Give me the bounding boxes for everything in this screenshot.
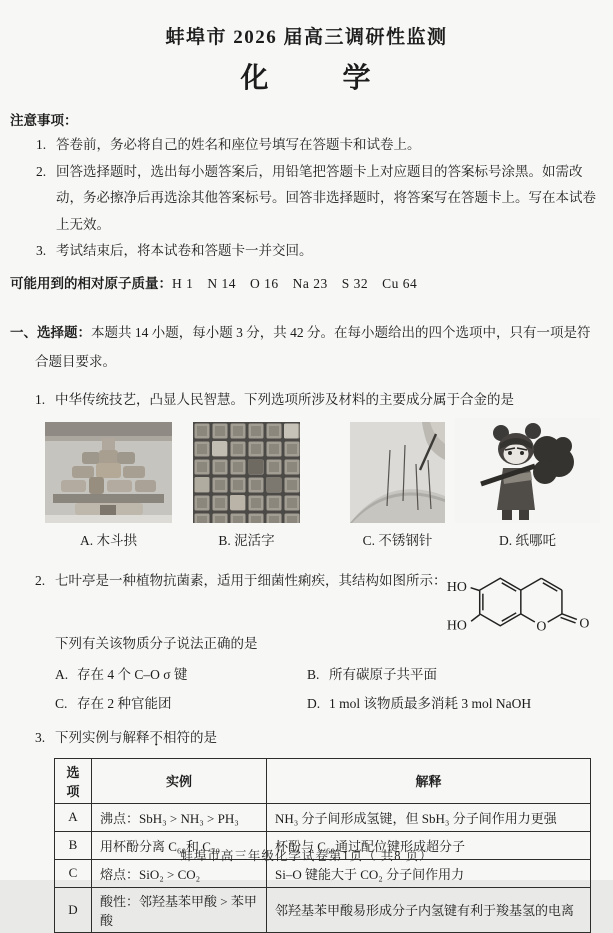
page-footer: 蚌埠市高三年级化学试卷第1页（ 共8 页） bbox=[180, 849, 433, 863]
question-1-number: 1. bbox=[35, 391, 46, 407]
subject-title: 化 学 bbox=[240, 63, 373, 94]
notice-item-1-number: 1. bbox=[36, 137, 47, 152]
section-1-heading-lead: 一、选择题： bbox=[10, 324, 91, 340]
clay-movable-type-photo bbox=[193, 422, 300, 523]
table-row-c-example: 熔点：SiO₂ > CO₂ bbox=[92, 859, 267, 887]
question-1-option-c-label: C. 不锈钢针 bbox=[362, 532, 433, 548]
question-2 bbox=[0, 570, 613, 714]
table-row-d-example: 酸性：邻羟基苯甲酸 > 苯甲酸 bbox=[92, 887, 267, 932]
question-1-option-a-figure bbox=[45, 422, 172, 549]
structure-carbonyl-o-label: O bbox=[579, 615, 590, 631]
notice-heading: 注意事项： bbox=[10, 113, 78, 128]
question-1-option-c-figure bbox=[350, 422, 445, 549]
question-2-option-c-text: 存在 2 种官能团 bbox=[77, 695, 172, 711]
table-row-a-explanation: NH₃ 分子间形成氢键，但 SbH₃ 分子间作用力更强 bbox=[267, 803, 591, 831]
question-1-option-b-figure bbox=[193, 422, 300, 549]
question-2-option-a-letter: A. bbox=[55, 666, 69, 682]
question-1-option-d-figure bbox=[455, 418, 600, 549]
table-row-a-option: A bbox=[55, 803, 92, 831]
notice-item-3-number: 3. bbox=[36, 243, 47, 258]
question-2-option-c-letter: C. bbox=[55, 695, 68, 711]
notice-list bbox=[36, 132, 599, 265]
section-1-heading bbox=[10, 318, 603, 376]
question-1-stem bbox=[35, 389, 603, 410]
structure-ho-bottom-label: HO bbox=[446, 617, 467, 633]
question-2-option-a-text: 存在 4 个 C–O σ 键 bbox=[77, 666, 188, 682]
structure-ring-o-label: O bbox=[536, 618, 547, 634]
question-1-option-b-label: B. 泥活字 bbox=[218, 532, 275, 548]
question-1-option-d-label: D. 纸哪吒 bbox=[499, 532, 556, 548]
question-3-text-after: 相符的是 bbox=[163, 729, 217, 745]
table-row-c-explanation: Si–O 键能大于 CO₂ 分子间作用力 bbox=[267, 859, 591, 887]
notice-item-3 bbox=[36, 238, 599, 265]
wooden-dougong-photo bbox=[45, 422, 172, 523]
table-row-a-example: 沸点：SbH₃ > NH₃ > PH₃ bbox=[92, 803, 267, 831]
question-2-option-a bbox=[55, 665, 307, 685]
question-3-number: 3. bbox=[35, 729, 46, 745]
question-1 bbox=[0, 389, 613, 549]
section-1-heading-rest: 本题共 14 小题，每小题 3 分，共 42 分。在每小题给出的四个选项中，只有一项是符合题目要求。 bbox=[35, 324, 591, 369]
question-3 bbox=[0, 727, 613, 933]
table-row-c-option: C bbox=[55, 859, 92, 887]
question-3-text-before: 下列实例与解释 bbox=[55, 729, 150, 745]
question-2-prompt: 下列有关该物质分子说法正确的是 bbox=[55, 635, 258, 651]
atomic-masses-values: H 1 N 14 O 16 Na 23 S 32 Cu 64 bbox=[172, 275, 418, 291]
question-2-option-d-letter: D. bbox=[307, 695, 321, 711]
question-2-number: 2. bbox=[35, 572, 46, 588]
table-row-d bbox=[55, 887, 591, 932]
table-header-option: 选项 bbox=[55, 758, 92, 803]
notice-item-2-text: 回答选择题时，选出每小题答案后，用铅笔把答题卡上对应题目的答案标号涂黑。如需改动，务必擦净后再选涂其他答案标号。回答非选择题时，将答案写在答题卡上。写在本试卷上无效。 bbox=[56, 163, 596, 232]
exam-title: 蚌埠市 2026 届高三调研性监测 bbox=[165, 27, 448, 48]
table-header-example: 实例 bbox=[92, 758, 267, 803]
question-2-option-d bbox=[307, 694, 613, 714]
question-2-options bbox=[55, 665, 613, 714]
question-1-text: 中华传统技艺，凸显人民智慧。下列选项所涉及材料的主要成分属于合金的是 bbox=[55, 391, 514, 407]
paper-nezha-illustration bbox=[455, 418, 600, 523]
question-2-option-b-text: 所有碳原子共平面 bbox=[329, 666, 437, 682]
table-row-b-option: B bbox=[55, 831, 92, 859]
table-row-b-example: 用杯酚分离 C₆₀和 C₇₀ bbox=[92, 831, 267, 859]
question-3-table bbox=[54, 758, 591, 933]
question-3-text-emphasis: 不 bbox=[149, 729, 163, 745]
question-3-text bbox=[55, 727, 217, 748]
notice-item-2-number: 2. bbox=[36, 163, 47, 179]
notice-item-3-text: 考试结束后，将本试卷和答题卡一并交回。 bbox=[56, 243, 313, 258]
table-row-b-explanation: 杯酚与 C₆₀通过配位键形成超分子 bbox=[267, 831, 591, 859]
table-row-d-option: D bbox=[55, 887, 92, 932]
notice-item-1-text: 答卷前，务必将自己的姓名和座位号填写在答题卡和试卷上。 bbox=[56, 137, 421, 152]
table-header-row bbox=[55, 758, 591, 803]
structure-ho-top-label: HO bbox=[446, 578, 467, 594]
notice-item-1 bbox=[36, 132, 599, 159]
question-2-option-d-text: 1 mol 该物质最多消耗 3 mol NaOH bbox=[329, 695, 532, 711]
question-3-stem bbox=[35, 727, 603, 748]
atomic-masses-label: 可能用到的相对原子质量： bbox=[10, 275, 172, 291]
table-row-a bbox=[55, 803, 591, 831]
table-header-explanation: 解释 bbox=[267, 758, 591, 803]
question-2-option-b bbox=[307, 665, 613, 685]
question-2-option-c bbox=[55, 694, 307, 714]
table-row-d-explanation: 邻羟基苯甲酸易形成分子内氢键有利于羧基氢的电离 bbox=[267, 887, 591, 932]
question-2-text: 七叶亭是一种植物抗菌素，适用于细菌性痢疾，其结构如图所示： bbox=[55, 572, 447, 588]
question-2-stem bbox=[35, 570, 490, 591]
notice-item-2 bbox=[36, 159, 599, 239]
question-1-option-a-label: A. 木斗拱 bbox=[80, 532, 137, 548]
atomic-masses-line bbox=[10, 273, 613, 295]
stainless-steel-needles-photo bbox=[350, 422, 445, 523]
esculetin-structure-diagram bbox=[439, 564, 607, 640]
question-2-option-b-letter: B. bbox=[307, 666, 320, 682]
question-1-figures bbox=[45, 418, 613, 549]
